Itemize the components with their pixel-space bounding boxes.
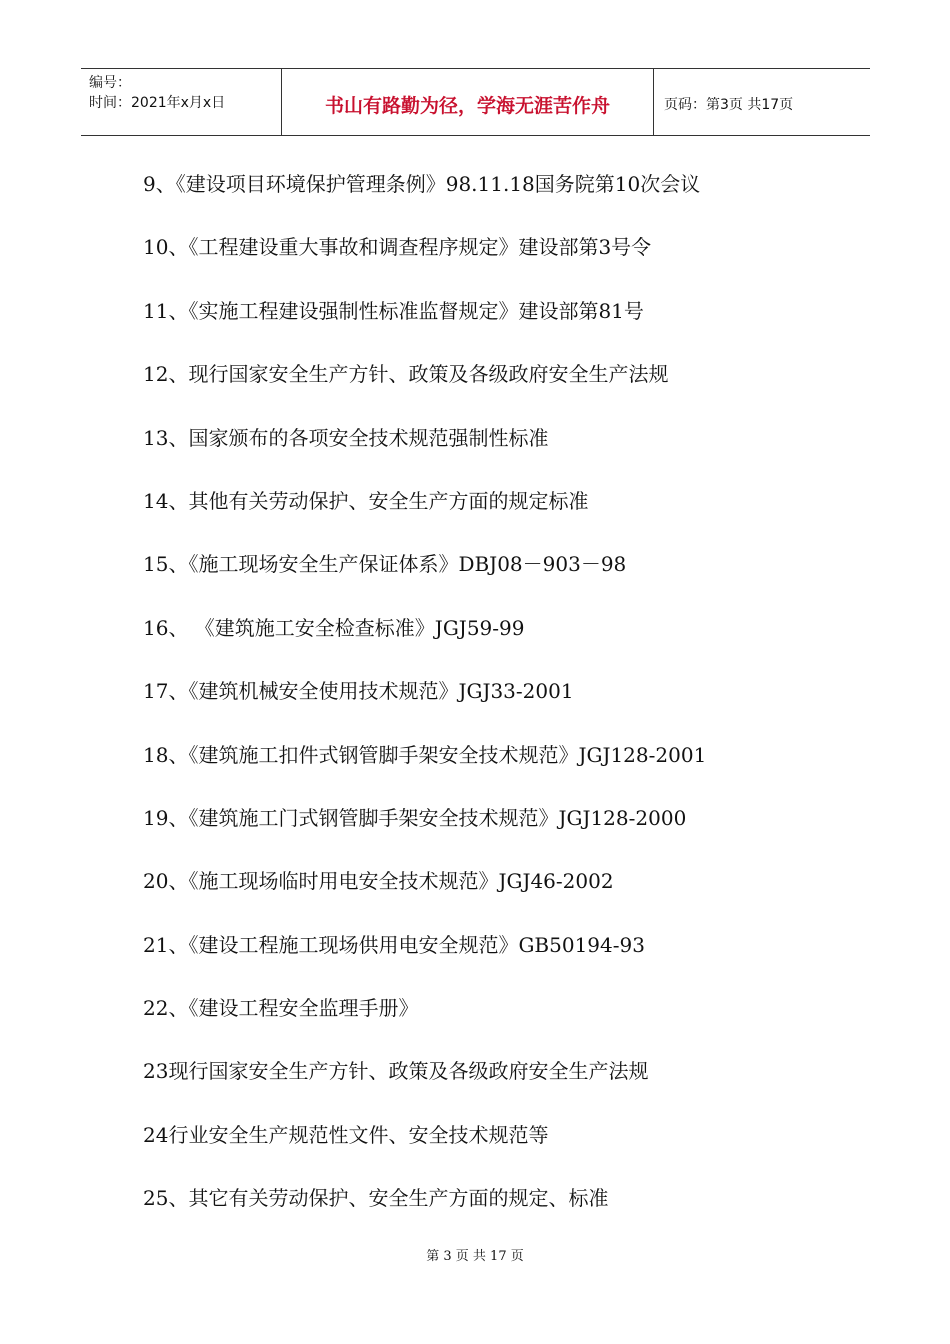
list-item: 23现行国家安全生产方针、政策及各级政府安全生产法规 [143, 1059, 649, 1084]
list-item: 14、其他有关劳动保护、安全生产方面的规定标准 [143, 488, 589, 513]
list-item: 20、《施工现场临时用电安全技术规范》JGJ46-2002 [143, 869, 614, 894]
list-item: 16、 《建筑施工安全检查标准》JGJ59-99 [143, 615, 525, 640]
document-time-label: 时间：2021年x月x日 [89, 95, 226, 111]
list-item: 18、《建筑施工扣件式钢管脚手架安全技术规范》JGJ128-2001 [143, 742, 707, 767]
page-footer: 第 3 页 共 17 页 [426, 1249, 524, 1264]
list-item: 9、《建设项目环境保护管理条例》98.11.18国务院第10次会议 [143, 172, 701, 196]
list-item: 10、《工程建设重大事故和调查程序规定》建设部第3号令 [143, 235, 652, 260]
header-left-cell [81, 69, 282, 135]
list-item: 21、《建设工程施工现场供用电安全规范》GB50194-93 [143, 932, 645, 957]
document-number-label: 编号： [89, 75, 131, 91]
header-motto: 书山有路勤为径，学海无涯苦作舟 [282, 69, 654, 135]
list-item: 22、《建设工程安全监理手册》 [143, 996, 419, 1021]
list-item: 19、《建筑施工门式钢管脚手架安全技术规范》JGJ128-2000 [143, 805, 687, 830]
list-item: 15、《施工现场安全生产保证体系》DBJ08－903－98 [143, 552, 627, 577]
list-item: 17、《建筑机械安全使用技术规范》JGJ33-2001 [143, 679, 574, 704]
list-item: 12、现行国家安全生产方针、政策及各级政府安全生产法规 [143, 362, 669, 387]
list-item: 13、国家颁布的各项安全技术规范强制性标准 [143, 425, 549, 450]
page-header [81, 68, 870, 136]
header-page-info: 页码：第3页 共17页 [664, 97, 794, 113]
list-item: 24行业安全生产规范性文件、安全技术规范等 [143, 1122, 549, 1147]
regulation-list [143, 166, 843, 1244]
list-item: 11、《实施工程建设强制性标准监督规定》建设部第81号 [143, 298, 644, 323]
list-item: 25、其它有关劳动保护、安全生产方面的规定、标准 [143, 1186, 609, 1211]
